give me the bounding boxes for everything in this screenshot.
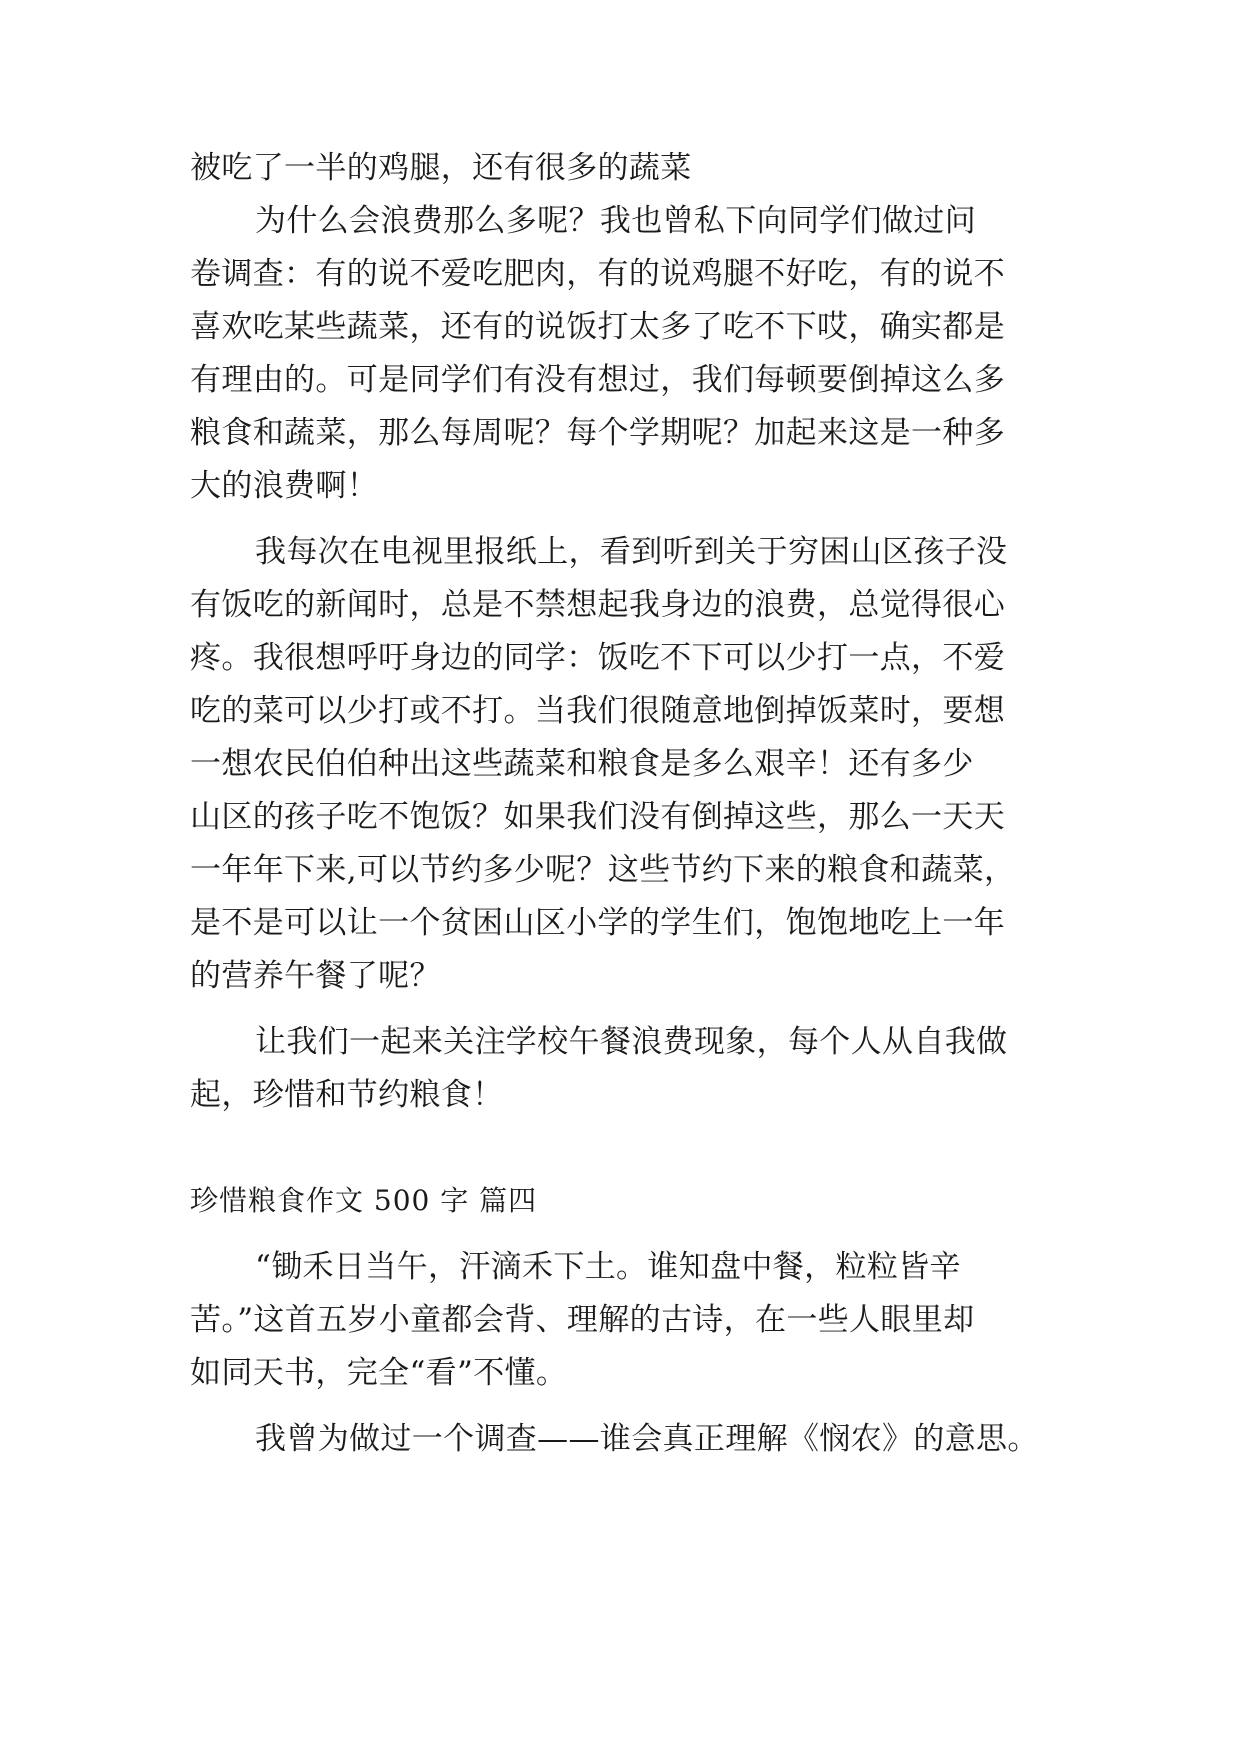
text-line: 卷调查：有的说不爱吃肥肉，有的说鸡腿不好吃，有的说不 (190, 256, 1006, 292)
text-line: 的营养午餐了呢？ (190, 958, 441, 994)
text-line: 一年年下来,可以节约多少呢？这些节约下来的粮食和蔬菜， (190, 852, 1016, 888)
text-line: 喜欢吃某些蔬菜，还有的说饭打太多了吃不下哎，确实都是 (190, 309, 1006, 345)
text-line: 被吃了一半的鸡腿，还有很多的蔬菜 (190, 150, 692, 186)
text-line: 如同天书，完全“看”不懂。 (190, 1355, 568, 1391)
text-line: 是不是可以让一个贫困山区小学的学生们，饱饱地吃上一年 (190, 905, 1006, 941)
text-line: 有饭吃的新闻时，总是不禁想起我身边的浪费，总觉得很心 (190, 587, 1006, 623)
text-line: 吃的菜可以少打或不打。当我们很随意地倒掉饭菜时，要想 (190, 693, 1006, 729)
paragraph-start-line: 我每次在电视里报纸上，看到听到关于穷困山区孩子没 (255, 534, 1008, 570)
section-heading: 珍惜粮食作文 500 字 篇四 (190, 1184, 538, 1217)
text-line: 大的浪费啊！ (190, 468, 379, 504)
text-line: 疼。我很想呼吁身边的同学：饭吃不下可以少打一点，不爱 (190, 640, 1006, 676)
text-line: 粮食和蔬菜，那么每周呢？每个学期呢？加起来这是一种多 (190, 415, 1006, 451)
text-line: 苦。”这首五岁小童都会背、理解的古诗，在一些人眼里却 (190, 1302, 975, 1338)
paragraph-start-line: 我曾为做过一个调查——谁会真正理解《悯农》的意思。 (255, 1421, 1039, 1457)
text-line: 山区的孩子吃不饱饭？如果我们没有倒掉这些，那么一天天 (190, 799, 1006, 835)
text-line: 有理由的。可是同学们有没有想过，我们每顿要倒掉这么多 (190, 362, 1006, 398)
paragraph-start-line: 为什么会浪费那么多呢？我也曾私下向同学们做过问 (255, 203, 977, 239)
text-line: 起，珍惜和节约粮食！ (190, 1077, 504, 1113)
paragraph-start-line: 让我们一起来关注学校午餐浪费现象，每个人从自我做 (255, 1024, 1008, 1060)
text-line: 一想农民伯伯种出这些蔬菜和粮食是多么艰辛！还有多少 (190, 746, 974, 782)
paragraph-start-line: “锄禾日当午，汗滴禾下土。谁知盘中餐，粒粒皆辛 (255, 1249, 961, 1285)
